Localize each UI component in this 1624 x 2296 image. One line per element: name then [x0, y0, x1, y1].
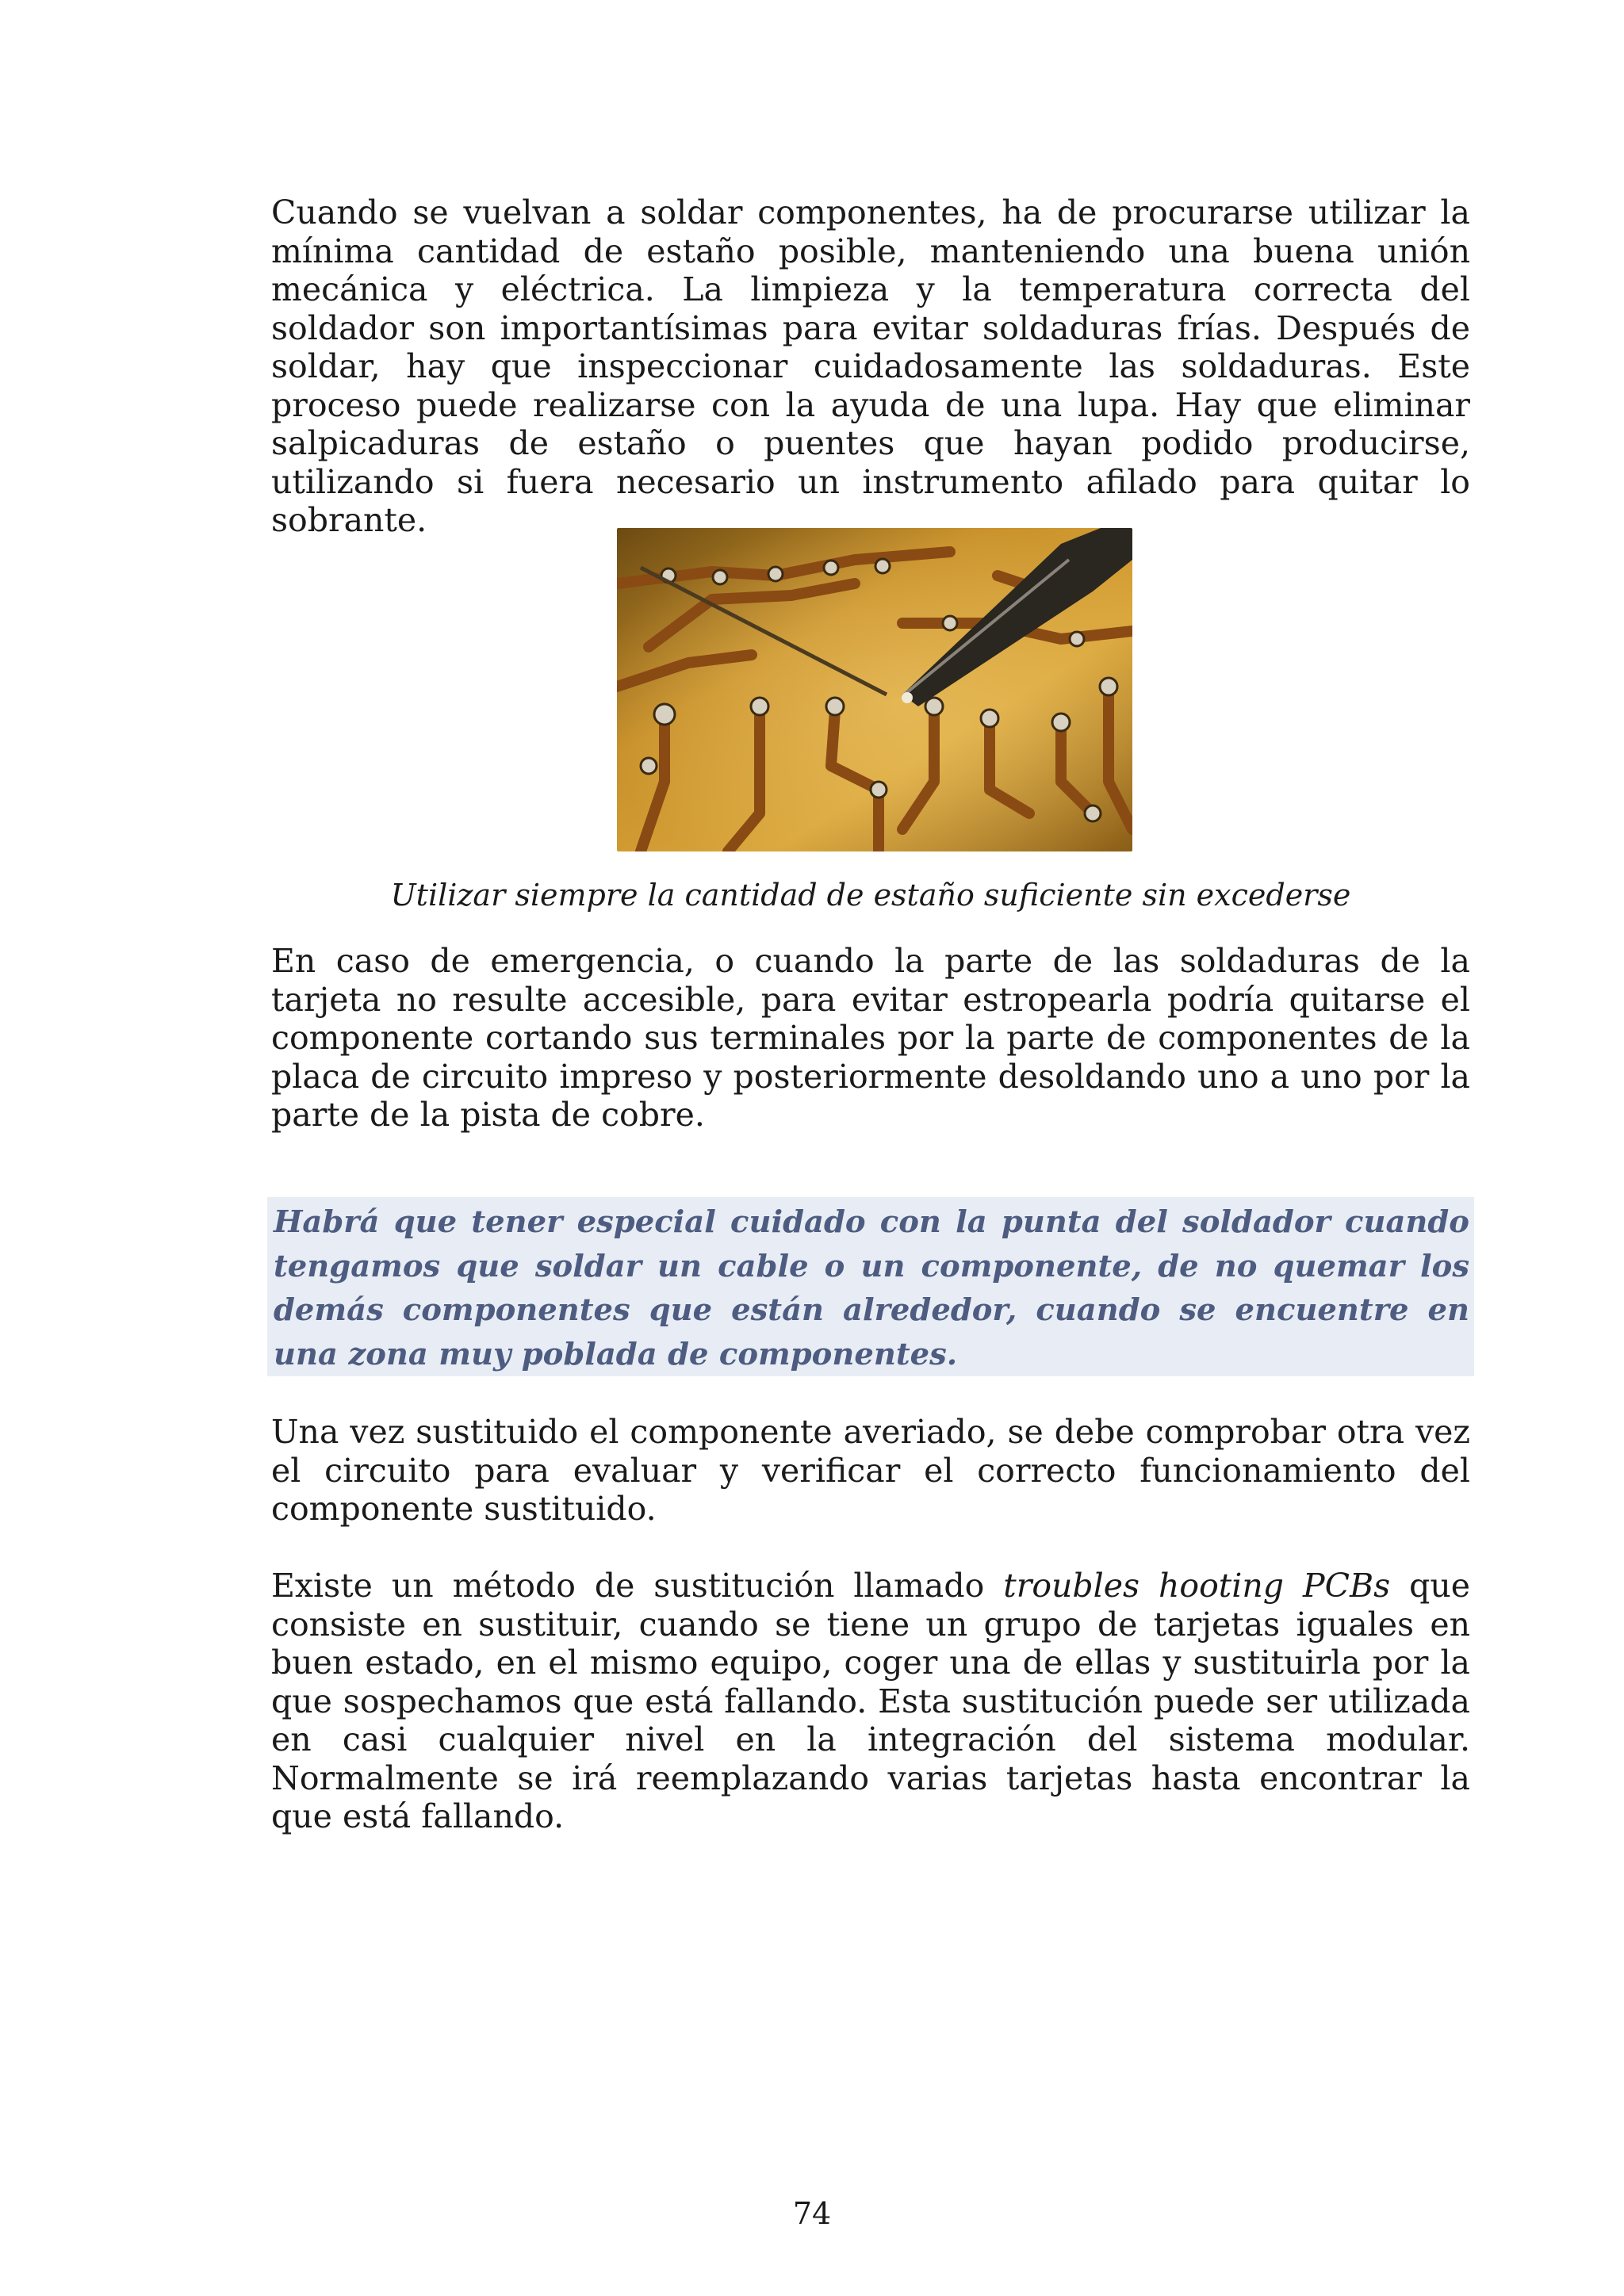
highlight-note-text: Habrá que tener especial cuidado con la punta del soldador cuando tengamos que soldar un cable o un componente, de no quemar los demás componentes que están alrededor, cuando se encuentre en una zona muy poblada de componentes. [274, 1204, 1469, 1372]
paragraph-text-before: Existe un método de sustitución llamado [271, 1567, 1004, 1605]
page-number: 74 [792, 2196, 832, 2231]
paragraph-text-after: que consiste en sustituir, cuando se tiene un grupo de tarjetas iguales en buen estado, en el mismo equipo, coger una de ellas y sustituirla por la que sospechamos que está fallando. Esta sustitución puede ser utilizada en casi cualquier nivel en la integración del sistema modular. Normalmente se irá reemplazando varias tarjetas hasta encontrar la que está fallando. [271, 1567, 1470, 1835]
method-name-emphasis: troubles hooting PCBs [1003, 1567, 1391, 1605]
paragraph-verification: Una vez sustituido el componente averiado, se debe comprobar otra vez el circuito para evaluar y verificar el correcto funcionamiento del componente sustituido. [271, 1413, 1470, 1528]
paragraph-soldering-tips: Cuando se vuelvan a soldar componentes, ha de procurarse utilizar la mínima cantidad de estaño posible, manteniendo una buena unión mecánica y eléctrica. La limpieza y la temperatura correcta del soldador son importantísimas para evitar soldaduras frías. Después de soldar, hay que inspeccionar cuidadosamente las soldaduras. Este proceso puede realizarse con la ayuda de una lupa. Hay que eliminar salpicaduras de estaño o puentes que hayan podido producirse, utilizando si fuera necesario un instrumento afilado para quitar lo sobrante. [271, 193, 1470, 539]
figure-caption: Utilizar siempre la cantidad de estaño suficiente sin excederse [390, 878, 1351, 913]
paragraph-emergency-removal: En caso de emergencia, o cuando la parte de las soldaduras de la tarjeta no resulte accesible, para evitar estropearla podría quitarse el componente cortando sus terminales por la parte de componentes de la placa de circuito impreso y posteriormente desoldando uno a uno por la parte de la pista de cobre. [271, 942, 1470, 1134]
pcb-soldering-photo [617, 528, 1132, 851]
highlight-note-box [267, 1197, 1474, 1376]
paragraph-troubleshooting-method [271, 1567, 1470, 1836]
